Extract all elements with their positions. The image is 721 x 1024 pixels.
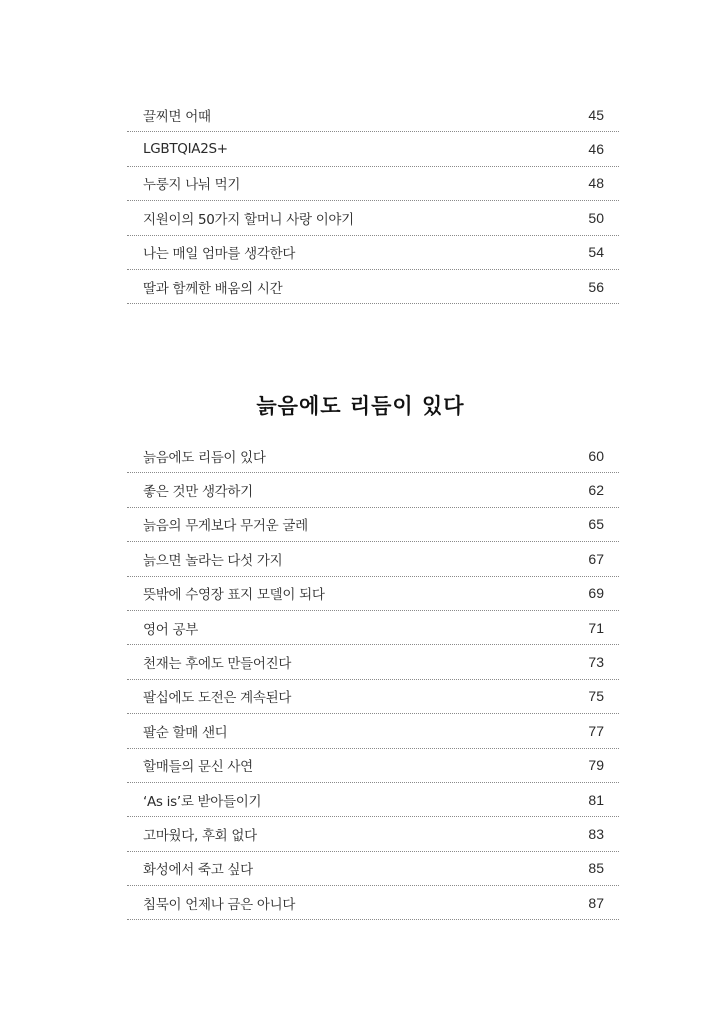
toc-entry[interactable]	[127, 132, 619, 166]
toc-entry[interactable]	[127, 473, 619, 507]
toc-entry[interactable]	[127, 611, 619, 645]
toc-entry-page: 69	[588, 585, 604, 602]
toc-entry-page: 65	[588, 516, 604, 533]
toc-entry-title: 누룽지 나눠 먹기	[143, 177, 241, 194]
toc-entry[interactable]	[127, 680, 619, 714]
toc-entry-title: 뜻밖에 수영장 표지 모델이 되다	[143, 587, 325, 604]
toc-entry-page: 75	[588, 688, 604, 705]
toc-entry-title: 영어 공부	[143, 621, 198, 638]
toc-entry-page: 83	[588, 825, 604, 842]
toc-entry-page: 79	[588, 757, 604, 774]
toc-entry-title: 나는 매일 엄마를 생각한다	[143, 246, 296, 263]
toc-entry[interactable]	[127, 508, 619, 542]
toc-entry[interactable]	[127, 749, 619, 783]
toc-entry[interactable]	[127, 817, 619, 851]
toc-entry-page: 46	[588, 141, 604, 158]
toc-entry-page: 67	[588, 550, 604, 567]
toc-entry[interactable]	[127, 714, 619, 748]
toc-entry-page: 56	[588, 278, 604, 295]
toc-entry-page: 85	[588, 860, 604, 877]
toc-entry-title: 늙음의 무게보다 무거운 굴레	[143, 518, 308, 535]
toc-entry[interactable]	[127, 201, 619, 235]
toc-entry[interactable]	[127, 852, 619, 886]
toc-entry-title: 할매들의 문신 사연	[143, 759, 253, 776]
toc-entry-title: 팔순 할매 샌디	[143, 724, 228, 741]
toc-entry[interactable]	[127, 577, 619, 611]
toc-entry-title: 침묵이 언제나 금은 아니다	[143, 896, 296, 913]
toc-entry[interactable]	[127, 645, 619, 679]
toc-entry[interactable]	[127, 236, 619, 270]
toc-entry[interactable]	[127, 439, 619, 473]
toc-entry-page: 87	[588, 894, 604, 911]
toc-entry-title: 고마웠다, 후회 없다	[143, 827, 257, 844]
toc-entry[interactable]	[127, 783, 619, 817]
toc-entry[interactable]	[127, 542, 619, 576]
toc-entry-page: 73	[588, 654, 604, 671]
toc-entry-title: 딸과 함께한 배움의 시간	[143, 280, 283, 297]
toc-section-2	[127, 439, 619, 920]
toc-entry[interactable]	[127, 98, 619, 132]
toc-entry-page: 54	[588, 244, 604, 261]
toc-entry-title: 화성에서 죽고 싶다	[143, 862, 253, 879]
toc-entry-page: 62	[588, 482, 604, 499]
toc-entry-page: 77	[588, 722, 604, 739]
toc-entry-title: 천재는 후에도 만들어진다	[143, 656, 292, 673]
toc-entry-page: 45	[588, 106, 604, 123]
toc-entry-page: 71	[588, 619, 604, 636]
toc-entry-page: 60	[588, 447, 604, 464]
toc-entry-title: 늙음에도 리듬이 있다	[143, 449, 266, 466]
toc-entry-title: 지원이의 50가지 할머니 사랑 이야기	[143, 211, 354, 228]
toc-entry-title: ‘As is’로 받아들이기	[143, 793, 262, 810]
toc-entry-title: 늙으면 놀라는 다섯 가지	[143, 552, 283, 569]
toc-entry-title: 팔십에도 도전은 계속된다	[143, 690, 292, 707]
toc-entry-page: 81	[588, 791, 604, 808]
toc-entry-page: 50	[588, 209, 604, 226]
toc-entry-title: 좋은 것만 생각하기	[143, 484, 253, 501]
toc-entry-title: LGBTQIA2S+	[143, 141, 228, 158]
toc-section-1	[127, 98, 619, 304]
toc-entry[interactable]	[127, 886, 619, 920]
section-heading: 늙음에도 리듬이 있다	[256, 394, 465, 418]
toc-entry-title: 끌찌면 어때	[143, 108, 211, 125]
toc-entry-page: 48	[588, 175, 604, 192]
toc-entry[interactable]	[127, 167, 619, 201]
toc-entry[interactable]	[127, 270, 619, 304]
